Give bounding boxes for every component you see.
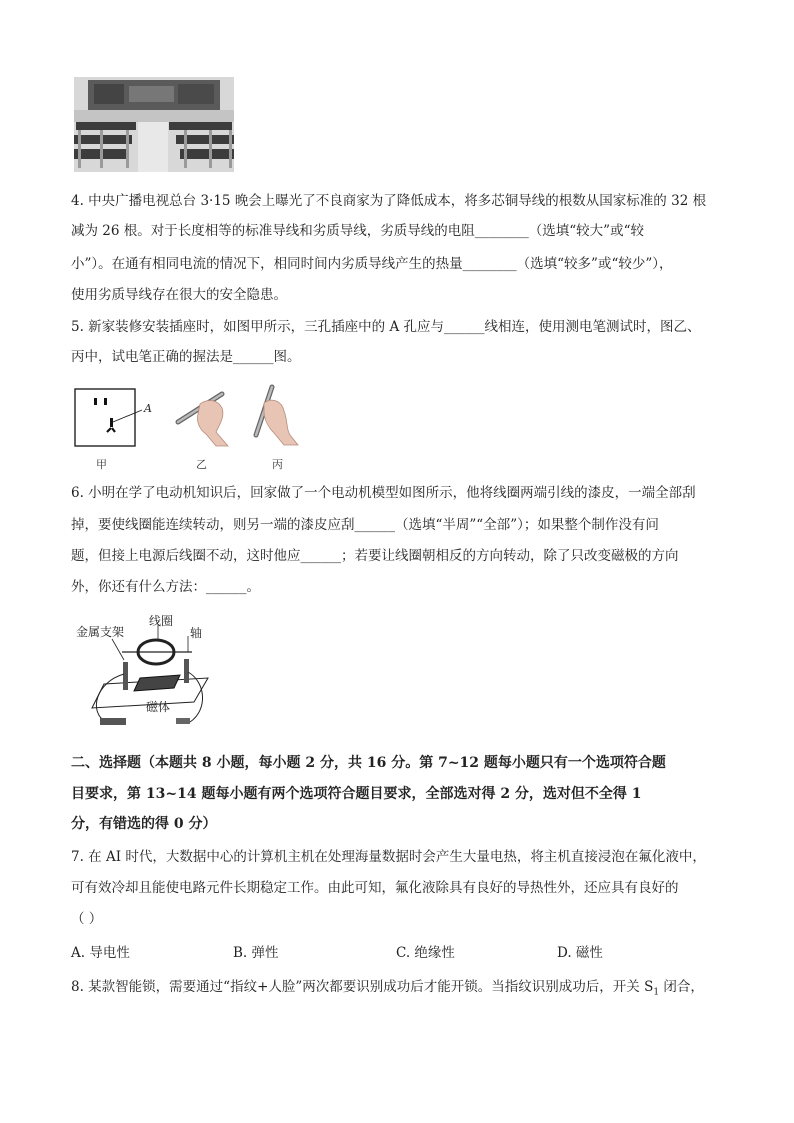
q6-line-4: 外，你还有什么方法：______。 [71,579,260,595]
q4-line-4: 使用劣质导线存在很大的安全隐患。 [71,287,287,303]
label-magnet: 磁体 [146,700,171,714]
q8-text: 8. 某款智能锁，需要通过“指纹+人脸”两次都要识别成功后才能开锁。当指纹识别成功后，开关 S [71,979,654,995]
q6-line-2: 掉，要使线圈能连续转动，则另一端的漆皮应刮______（选填“半周”“全部”）；如果整个制作没有问 [71,517,659,533]
q4-line-1: 4. 中央广播电视总台 3·15 晚会上曝光了不良商家为了降低成本，将多芯铜导线的根数从国家标准的 32 根 [71,193,707,209]
test-pen-figure-bing [246,383,302,448]
q7-line-3: （ ） [71,911,103,927]
section2-line-3: 分，有错选的得 0 分） [71,816,217,832]
q5-line-2: 丙中，试电笔正确的握法是______图。 [71,349,301,365]
q5-line-1: 5. 新家装修安装插座时，如图甲所示，三孔插座中的 A 孔应与______线相连，使用测电笔测试时，图乙、 [71,319,701,335]
hand-pen-bing-svg [246,383,302,448]
label-metal-bracket: 金属支架 [76,625,125,639]
q7-option-b[interactable]: B. 弹性 [233,945,279,961]
section2-line-1: 二、选择题（本题共 8 小题，每小题 2 分，共 16 分。第 7~12 题每小题只有一个选项符合题 [71,755,666,771]
q4-line-2: 减为 26 根。对于长度相等的标准导线和劣质导线，劣质导线的电阻________（选填“较大”或“较 [71,223,644,239]
q7-line-2: 可有效冷却且能使电路元件长期稳定工作。由此可知，氟化液除具有良好的导热性外，还应具有良好的 [71,880,679,896]
test-pen-figure-yi [170,388,238,448]
q6-line-3: 题，但接上电源后线圈不动，这时他应______；若要让线圈朝相反的方向转动，除了只改变磁极的方向 [71,548,679,564]
motor-model-figure [76,612,216,734]
q6-line-1: 6. 小明在学了电动机知识后，回家做了一个电动机模型如图所示，他将线圈两端引线的漆皮，一端全部刮 [71,485,696,501]
hand-pen-yi-svg [170,388,238,448]
label-coil: 线圈 [149,614,174,628]
q7-option-a[interactable]: A. 导电性 [71,945,130,961]
caption-bing: 丙 [272,458,283,471]
caption-jia: 甲 [96,458,107,471]
label-axis: 轴 [190,626,203,640]
classroom-photo [74,77,234,172]
section2-line-2: 目要求，第 13~14 题每小题有两个选项符合题目要求，全部选对得 2 分，选对但不全得 1 [71,786,642,802]
q7-option-c[interactable]: C. 绝缘性 [396,945,455,961]
socket-svg [74,388,164,448]
q7-option-d[interactable]: D. 磁性 [557,945,603,961]
socket-figure [74,388,164,448]
q4-line-3: 小”）。在通有相同电流的情况下，相同时间内劣质导线产生的热量________（选填“较多”或“较少”）， [71,256,673,272]
q7-line-1: 7. 在 AI 时代，大数据中心的计算机主机在处理海量数据时会产生大量电热，将主机直接浸泡在氟化液中， [71,849,706,865]
socket-label-a: A [144,402,152,415]
q8-text-end: 闭合， [659,979,704,995]
q8-line-1 [71,978,704,1003]
caption-yi: 乙 [196,458,207,471]
classroom-photo-svg [74,77,234,172]
q8-subscript: 1 [653,987,660,998]
